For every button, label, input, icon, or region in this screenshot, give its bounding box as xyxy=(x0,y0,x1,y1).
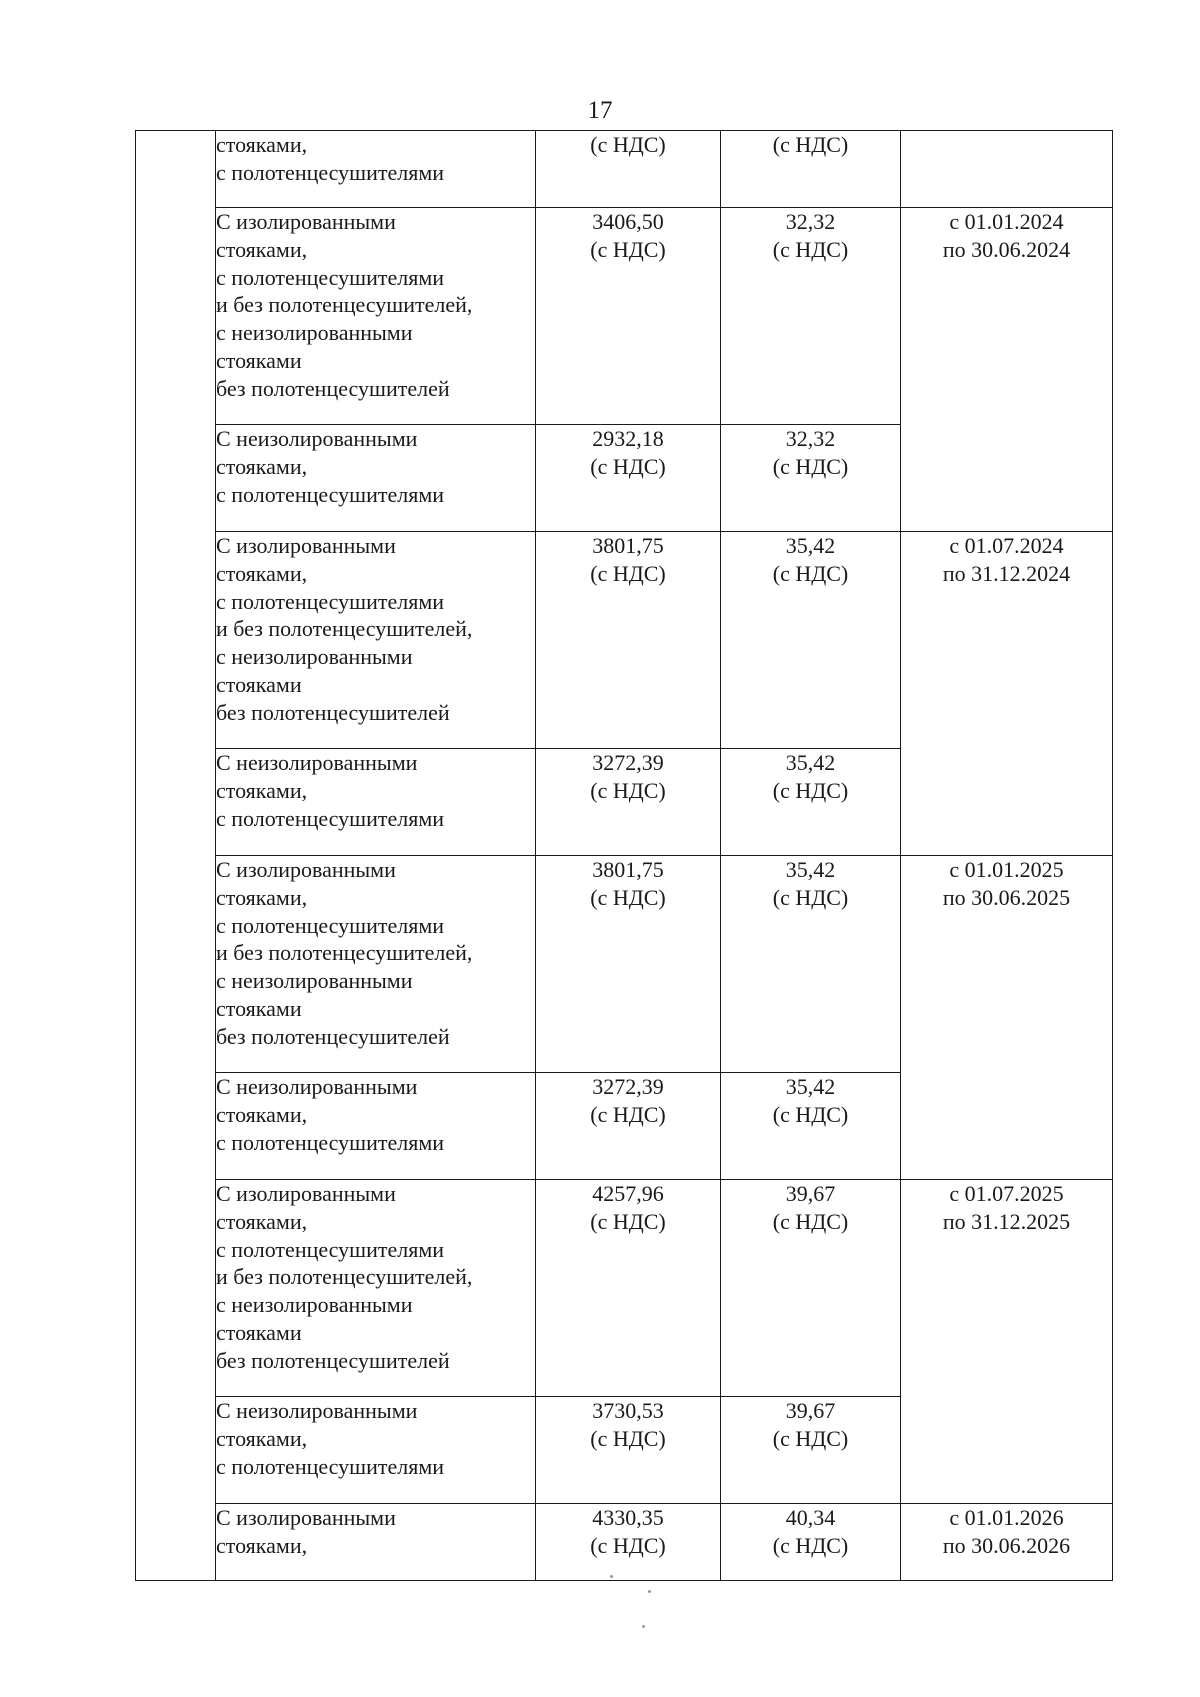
description-line: без полотенцесушителей xyxy=(216,1023,450,1049)
description-line: с полотенцесушителями xyxy=(216,1236,445,1262)
description-line: с неизолированными xyxy=(216,320,413,346)
vat-note: (с НДС) xyxy=(590,1209,666,1234)
norm-cell xyxy=(721,425,901,532)
description-cell xyxy=(216,1504,536,1581)
description-line: С изолированными xyxy=(216,1181,396,1206)
price-cell xyxy=(536,425,721,532)
description-cell xyxy=(216,131,536,208)
norm-value: 35,42 xyxy=(785,1074,836,1099)
norm-value: 39,67 xyxy=(785,1398,836,1423)
vat-note: (с НДС) xyxy=(590,1533,666,1558)
period-start: с 01.01.2026 xyxy=(949,1505,1064,1530)
description-line: стояками, xyxy=(216,777,308,803)
period-cell xyxy=(901,532,1113,856)
price-value: 4257,96 xyxy=(592,1181,664,1206)
period-end: по 30.06.2024 xyxy=(942,237,1071,262)
description-line: С неизолированными xyxy=(216,1398,418,1423)
description-line: С изолированными xyxy=(216,533,396,558)
period-end: по 30.06.2026 xyxy=(942,1533,1071,1558)
description-cell xyxy=(216,1180,536,1397)
price-value: 4330,35 xyxy=(592,1505,664,1530)
vat-note: (с НДС) xyxy=(772,778,849,803)
description-line: С неизолированными xyxy=(216,1074,418,1099)
price-cell xyxy=(536,856,721,1073)
description-line: с неизолированными xyxy=(216,1292,413,1318)
price-cell xyxy=(536,208,721,425)
description-line: и без полотенцесушителей, xyxy=(216,616,473,642)
description-line: С неизолированными xyxy=(216,426,418,451)
description-line: стояками, xyxy=(216,1425,308,1451)
price-value: 3801,75 xyxy=(592,857,664,882)
norm-value: 39,67 xyxy=(785,1181,836,1206)
description-line: с полотенцесушителями xyxy=(216,264,445,290)
description-line: с неизолированными xyxy=(216,968,413,994)
table-row xyxy=(136,1504,1113,1581)
description-line: стояками, xyxy=(216,1101,308,1127)
description-line: стояками, xyxy=(216,884,308,910)
price-cell xyxy=(536,749,721,856)
description-line: стояками, xyxy=(216,453,308,479)
description-cell xyxy=(216,208,536,425)
description-line: С изолированными xyxy=(216,1505,396,1530)
norm-value: 35,42 xyxy=(785,857,836,882)
description-line: стояками, xyxy=(216,236,308,262)
period-cell xyxy=(901,1504,1113,1581)
vat-note: (с НДС) xyxy=(590,1102,666,1127)
row-group-cell xyxy=(136,131,216,1581)
price-cell xyxy=(536,131,721,208)
description-cell xyxy=(216,1397,536,1504)
vat-note: (с НДС) xyxy=(590,454,666,479)
price-value: 3272,39 xyxy=(592,750,664,775)
norm-cell xyxy=(721,131,901,208)
norm-value: 35,42 xyxy=(785,750,836,775)
vat-note: (с НДС) xyxy=(772,1209,849,1234)
vat-note: (с НДС) xyxy=(590,778,666,803)
norm-cell xyxy=(721,856,901,1073)
norm-cell xyxy=(721,749,901,856)
scan-speck xyxy=(610,1575,613,1578)
description-line: с полотенцесушителями xyxy=(216,1129,445,1155)
scan-speck xyxy=(642,1625,645,1628)
tariff-table xyxy=(135,130,1113,1581)
vat-note: (с НДС) xyxy=(772,132,849,157)
description-line: без полотенцесушителей xyxy=(216,1347,450,1373)
vat-note: (с НДС) xyxy=(772,1426,849,1451)
description-line: и без полотенцесушителей, xyxy=(216,1264,473,1290)
description-line: без полотенцесушителей xyxy=(216,375,450,401)
period-end: по 31.12.2024 xyxy=(942,561,1071,586)
period-end: по 30.06.2025 xyxy=(942,885,1071,910)
table-row xyxy=(136,208,1113,425)
price-cell xyxy=(536,1397,721,1504)
norm-cell xyxy=(721,1073,901,1180)
price-value: 3801,75 xyxy=(592,533,664,558)
description-line: с полотенцесушителями xyxy=(216,1453,445,1479)
tariff-table-body xyxy=(136,131,1113,1581)
vat-note: (с НДС) xyxy=(772,561,849,586)
period-end: по 31.12.2025 xyxy=(942,1209,1071,1234)
norm-cell xyxy=(721,208,901,425)
description-line: с полотенцесушителями xyxy=(216,805,445,831)
vat-note: (с НДС) xyxy=(772,885,849,910)
period-cell xyxy=(901,131,1113,208)
description-line: с полотенцесушителями xyxy=(216,912,445,938)
vat-note: (с НДС) xyxy=(590,237,666,262)
vat-note: (с НДС) xyxy=(590,561,666,586)
vat-note: (с НДС) xyxy=(772,237,849,262)
description-line: с полотенцесушителями xyxy=(216,481,445,507)
period-start: с 01.07.2025 xyxy=(949,1181,1064,1206)
vat-note: (с НДС) xyxy=(590,132,666,157)
norm-cell xyxy=(721,1397,901,1504)
description-line: и без полотенцесушителей, xyxy=(216,940,473,966)
description-line: стояками, xyxy=(216,560,308,586)
period-start: с 01.07.2024 xyxy=(949,533,1064,558)
page-number: 17 xyxy=(587,97,613,124)
description-line: С изолированными xyxy=(216,209,396,234)
description-cell xyxy=(216,532,536,749)
price-cell xyxy=(536,532,721,749)
description-cell xyxy=(216,856,536,1073)
price-cell xyxy=(536,1504,721,1581)
price-cell xyxy=(536,1073,721,1180)
table-row xyxy=(136,1180,1113,1397)
price-value: 3406,50 xyxy=(592,209,664,234)
table-row xyxy=(136,131,1113,208)
vat-note: (с НДС) xyxy=(772,1533,849,1558)
norm-value: 32,32 xyxy=(785,426,836,451)
norm-cell xyxy=(721,1180,901,1397)
norm-value: 32,32 xyxy=(785,209,836,234)
price-value: 3730,53 xyxy=(592,1398,664,1423)
scan-speck xyxy=(648,1590,651,1593)
description-line: стояками, xyxy=(216,132,308,157)
description-line: стояками xyxy=(216,671,302,697)
period-cell xyxy=(901,208,1113,532)
norm-cell xyxy=(721,1504,901,1581)
vat-note: (с НДС) xyxy=(590,885,666,910)
description-line: стояками xyxy=(216,995,302,1021)
period-cell xyxy=(901,1180,1113,1504)
description-line: без полотенцесушителей xyxy=(216,699,450,725)
description-line: стояками, xyxy=(216,1532,308,1558)
norm-value: 40,34 xyxy=(785,1505,836,1530)
description-cell xyxy=(216,749,536,856)
description-line: стояками xyxy=(216,1319,302,1345)
description-line: стояками, xyxy=(216,1208,308,1234)
description-cell xyxy=(216,1073,536,1180)
vat-note: (с НДС) xyxy=(590,1426,666,1451)
price-value: 3272,39 xyxy=(592,1074,664,1099)
period-cell xyxy=(901,856,1113,1180)
description-cell xyxy=(216,425,536,532)
description-line: стояками xyxy=(216,347,302,373)
norm-cell xyxy=(721,532,901,749)
description-line: с полотенцесушителями xyxy=(216,159,445,185)
table-row xyxy=(136,856,1113,1073)
period-start: с 01.01.2024 xyxy=(949,209,1064,234)
vat-note: (с НДС) xyxy=(772,454,849,479)
description-line: С неизолированными xyxy=(216,750,418,775)
vat-note: (с НДС) xyxy=(772,1102,849,1127)
price-cell xyxy=(536,1180,721,1397)
period-start: с 01.01.2025 xyxy=(949,857,1064,882)
description-line: и без полотенцесушителей, xyxy=(216,292,473,318)
description-line: с полотенцесушителями xyxy=(216,588,445,614)
price-value: 2932,18 xyxy=(592,426,664,451)
norm-value: 35,42 xyxy=(785,533,836,558)
description-line: с неизолированными xyxy=(216,644,413,670)
description-line: С изолированными xyxy=(216,857,396,882)
table-row xyxy=(136,532,1113,749)
